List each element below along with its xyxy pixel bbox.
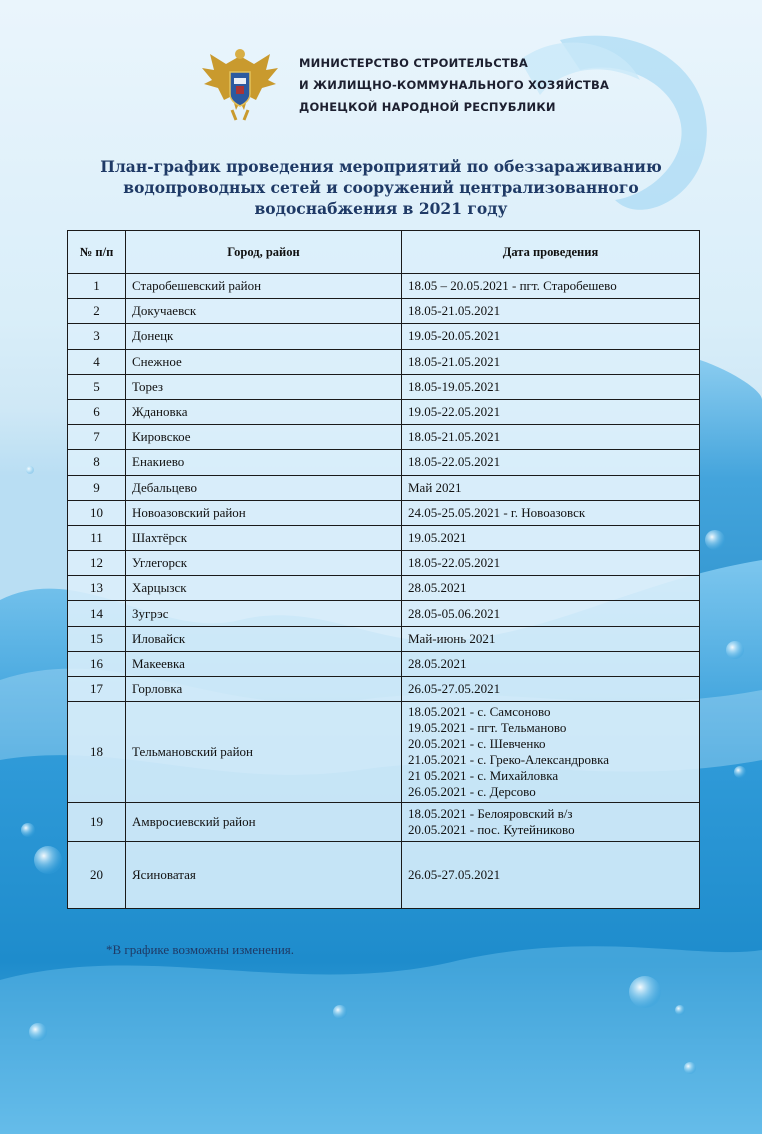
date-line: 28.05.2021 [408,655,467,671]
ministry-header [196,44,616,124]
row-city: Макеевка [126,651,402,676]
row-date [402,425,700,450]
table-row [68,475,700,500]
row-date [402,702,700,803]
date-line: 19.05.2021 - пгт. Тельманово [408,720,567,736]
row-date [402,274,700,299]
table-row [68,651,700,676]
row-date [402,651,700,676]
date-line: 26.05-27.05.2021 [408,681,501,697]
row-date [402,626,700,651]
row-city: Ясиноватая [126,842,402,909]
row-number: 3 [68,324,126,349]
row-date [402,601,700,626]
table-row [68,349,700,374]
row-date [402,374,700,399]
date-line: 18.05-19.05.2021 [408,378,501,394]
row-number: 5 [68,374,126,399]
row-date [402,324,700,349]
date-line: 28.05-05.06.2021 [408,605,501,621]
date-line: 28.05.2021 [408,580,467,596]
header-date: Дата проведения [402,231,700,274]
row-city: Углегорск [126,551,402,576]
date-line: 18.05.2021 - Белояровский в/з [408,806,573,822]
table-row [68,525,700,550]
table-row [68,551,700,576]
table-row [68,399,700,424]
row-number: 7 [68,425,126,450]
row-city: Иловайск [126,626,402,651]
table-row [68,274,700,299]
date-line: 20.05.2021 - пос. Кутейниково [408,822,575,838]
row-number: 4 [68,349,126,374]
schedule-table [67,230,700,909]
row-number: 19 [68,803,126,842]
row-date [402,399,700,424]
date-line: 18.05.2021 - с. Самсоново [408,704,551,720]
row-date [402,450,700,475]
date-line: 18.05-22.05.2021 [408,555,501,571]
row-number: 12 [68,551,126,576]
table-row [68,803,700,842]
row-city: Тельмановский район [126,702,402,803]
ministry-line-2: И ЖИЛИЩНО-КОММУНАЛЬНОГО ХОЗЯЙСТВА [299,78,610,92]
table-row [68,425,700,450]
coat-of-arms-icon [196,44,284,124]
ministry-line-1: МИНИСТЕРСТВО СТРОИТЕЛЬСТВА [299,56,528,70]
row-number: 6 [68,399,126,424]
table-row [68,576,700,601]
title-line-3: водоснабжения в 2021 году [254,199,508,218]
date-line: 19.05-22.05.2021 [408,404,501,420]
row-date [402,551,700,576]
row-city: Снежное [126,349,402,374]
date-line: 24.05-25.05.2021 - г. Новоазовск [408,504,586,520]
row-number: 11 [68,525,126,550]
date-line: Май 2021 [408,479,462,495]
date-line: 18.05-21.05.2021 [408,353,501,369]
date-line: 19.05-20.05.2021 [408,328,501,344]
row-date [402,299,700,324]
row-date [402,803,700,842]
header-city: Город, район [126,231,402,274]
row-date [402,500,700,525]
row-number: 15 [68,626,126,651]
date-line: 18.05-21.05.2021 [408,303,501,319]
row-date [402,842,700,909]
date-line: 20.05.2021 - с. Шевченко [408,736,546,752]
row-city: Ждановка [126,399,402,424]
table-row [68,500,700,525]
header-num: № п/п [68,231,126,274]
table-row [68,450,700,475]
row-city: Кировское [126,425,402,450]
row-city: Дебальцево [126,475,402,500]
row-city: Харцызск [126,576,402,601]
table-row [68,299,700,324]
row-number: 20 [68,842,126,909]
row-date [402,475,700,500]
date-line: 21 05.2021 - с. Михайловка [408,768,559,784]
row-number: 2 [68,299,126,324]
table-row [68,842,700,909]
row-number: 13 [68,576,126,601]
row-city: Амвросиевский район [126,803,402,842]
row-number: 17 [68,677,126,702]
ministry-name [299,52,609,118]
row-number: 16 [68,651,126,676]
date-line: Май-июнь 2021 [408,630,496,646]
row-city: Новоазовский район [126,500,402,525]
table-row [68,601,700,626]
title-line-1: План-график проведения мероприятий по обеззараживанию [100,157,662,176]
date-line: 26.05-27.05.2021 [408,867,501,883]
date-line: 18.05-22.05.2021 [408,454,501,470]
row-city: Енакиево [126,450,402,475]
row-date [402,349,700,374]
row-number: 18 [68,702,126,803]
date-line: 26.05.2021 - с. Дерсово [408,784,536,800]
table-row [68,677,700,702]
row-number: 8 [68,450,126,475]
footnote: *В графике возможны изменения. [106,942,295,957]
row-city: Донецк [126,324,402,349]
table-row [68,324,700,349]
table-header-row [68,231,700,274]
row-number: 14 [68,601,126,626]
table-row [68,702,700,803]
date-line: 18.05-21.05.2021 [408,429,501,445]
row-city: Зугрэс [126,601,402,626]
table-row [68,626,700,651]
title-line-2: водопроводных сетей и сооружений централизованного [123,178,639,197]
row-date [402,525,700,550]
row-city: Шахтёрск [126,525,402,550]
row-number: 1 [68,274,126,299]
document-title [90,156,672,219]
date-line: 18.05 – 20.05.2021 - пгт. Старобешево [408,278,617,294]
row-city: Горловка [126,677,402,702]
table-body [68,274,700,909]
row-number: 10 [68,500,126,525]
row-date [402,677,700,702]
date-line: 21.05.2021 - с. Греко-Александровка [408,752,609,768]
row-city: Старобешевский район [126,274,402,299]
row-number: 9 [68,475,126,500]
row-city: Торез [126,374,402,399]
date-line: 19.05.2021 [408,529,467,545]
ministry-line-3: ДОНЕЦКОЙ НАРОДНОЙ РЕСПУБЛИКИ [299,100,556,114]
row-city: Докучаевск [126,299,402,324]
table-row [68,374,700,399]
row-date [402,576,700,601]
